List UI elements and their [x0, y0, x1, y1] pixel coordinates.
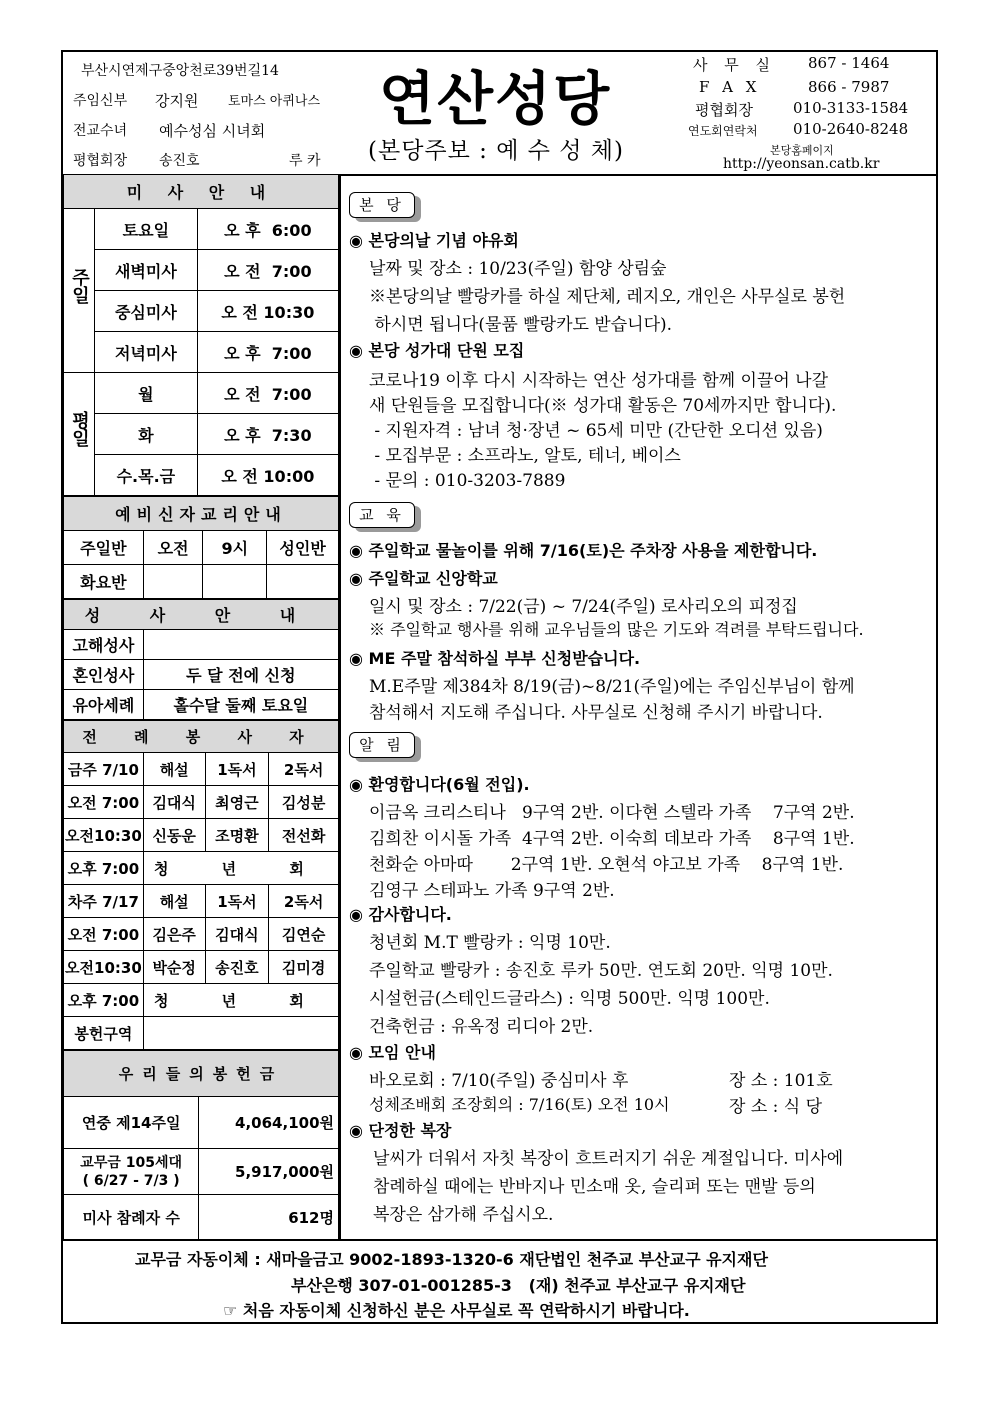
mass-slot: 오전 7:00 — [64, 918, 144, 951]
column-divider — [339, 174, 341, 1239]
minister-group: 청 년 회 — [143, 984, 338, 1017]
sacrament-info: 홀수달 둘째 토요일 — [143, 690, 338, 720]
meeting-what: 바오로회 : 7/10(주일) 중심미사 후 — [369, 1071, 629, 1091]
sister-label: 전교수녀 — [73, 123, 128, 139]
sacrament-info: 두 달 전에 신청 — [143, 660, 338, 690]
council-baptismal-name: 루 카 — [289, 153, 321, 169]
sister-name: 예수성심 시녀회 — [159, 122, 266, 140]
mass-slot: 오전10:30 — [64, 951, 144, 984]
fax-label: F A X — [699, 78, 761, 96]
minister-group: 청 년 회 — [143, 852, 338, 885]
item-text: - 모집부문 : 소프라노, 알토, 테너, 베이스 — [369, 446, 681, 466]
minister-name: 김대식 — [205, 918, 269, 951]
minister-name: 김대식 — [143, 786, 205, 819]
left-column — [63, 174, 339, 1241]
sacraments-table — [63, 599, 339, 720]
section-tag-parish: 본 당 — [349, 192, 415, 218]
item-text: 김영구 스테파노 가족 9구역 2반. — [369, 881, 615, 901]
item-title: ◉ 감사합니다. — [349, 905, 452, 924]
class-name: 화요반 — [64, 565, 144, 599]
minister-name: 송진호 — [205, 951, 269, 984]
class-hour: 9시 — [203, 531, 267, 565]
item-text: 주일학교 빨랑카 : 송진호 루카 50만. 연도회 20만. 익명 10만. — [369, 961, 833, 981]
sacraments-title: 성 사 안 내 — [64, 600, 339, 630]
item-text: 일시 및 장소 : 7/22(금) ~ 7/24(주일) 로사리오의 피정집 — [369, 597, 798, 617]
item-text: 참석해서 지도해 주십니다. 사무실로 신청해 주시기 바랍니다. — [369, 703, 823, 723]
mass-slot: 오후 7:00 — [64, 984, 144, 1017]
bulletin-page — [61, 50, 938, 1324]
offering-name: 연중 제14주일 — [64, 1097, 199, 1149]
mass-time: 오 전 10:00 — [197, 455, 338, 496]
mass-name: 저녁미사 — [95, 332, 198, 373]
sacrament-name: 유아세례 — [64, 690, 144, 720]
mass-time: 오 전 7:00 — [197, 373, 338, 414]
role-header: 해설 — [143, 753, 205, 786]
sacrament-name: 혼인성사 — [64, 660, 144, 690]
item-text: - 지원자격 : 남녀 청·장년 ~ 65세 미만 (간단한 오디션 있음) — [369, 421, 823, 441]
minister-name: 전선화 — [269, 819, 339, 852]
mass-name: 토요일 — [95, 209, 198, 250]
item-text: 코로나19 이후 다시 시작하는 연산 성가대를 함께 이끌어 나갈 — [369, 371, 828, 391]
item-title: ◉ 환영합니다(6월 전입). — [349, 775, 530, 794]
yeondo-contact-phone: 010-2640-8248 — [793, 120, 909, 138]
pastor-baptismal-name: 토마스 아퀴나스 — [228, 94, 321, 109]
meeting-what: 성체조배회 조장회의 : 7/16(토) 오전 10시 — [369, 1095, 670, 1114]
item-title: ◉ ME 주말 참석하실 부부 신청받습니다. — [349, 649, 641, 668]
class-type: 성인반 — [267, 531, 339, 565]
mass-time: 오 전 7:00 — [197, 250, 338, 291]
item-title: ◉ 주일학교 물놀이를 위해 7/16(토)은 주차장 사용을 제한합니다. — [349, 541, 818, 560]
ministers-title: 전 례 봉 사 자 — [64, 721, 339, 753]
offering-zone-label: 봉헌구역 — [64, 1017, 144, 1050]
ministers-table — [63, 720, 339, 1050]
page-subtitle: (본당주보 : 예 수 성 체) — [368, 138, 624, 164]
mass-name: 화 — [95, 414, 198, 455]
item-text: 청년회 M.T 빨랑카 : 익명 10만. — [369, 933, 611, 953]
item-text: M.E주말 제384차 8/19(금)~8/21(주일)에는 주임신부님이 함께 — [369, 677, 855, 697]
item-title: ◉ 단정한 복장 — [349, 1121, 452, 1140]
class-type — [267, 565, 339, 599]
mass-time: 오 전 10:30 — [197, 291, 338, 332]
offering-name: 교무금 105세대 ( 6/27 - 7/3 ) — [64, 1149, 199, 1195]
minister-name: 박순정 — [143, 951, 205, 984]
meeting-where: 장 소 : 식 당 — [729, 1097, 823, 1117]
mass-time: 오 후 7:30 — [197, 414, 338, 455]
role-header: 2독서 — [269, 885, 339, 918]
bank-line: 부산은행 307-01-001285-3 (재) 천주교 부산교구 유지재단 — [291, 1276, 746, 1295]
item-text: ※ 주일학교 행사를 위해 교우님들의 많은 기도와 격려를 부탁드립니다. — [369, 620, 864, 639]
minister-name: 김연순 — [269, 918, 339, 951]
item-text: 참례하실 때에는 반바지나 민소매 옷, 슬리퍼 또는 맨발 등의 — [373, 1177, 816, 1197]
page-title: 연산성당 — [379, 65, 612, 133]
role-header: 1독서 — [205, 753, 269, 786]
item-title: ◉ 주일학교 신앙학교 — [349, 569, 498, 588]
class-hour — [203, 565, 267, 599]
minister-name: 김은주 — [143, 918, 205, 951]
item-text: 시설헌금(스테인드글라스) : 익명 500만. 익명 100만. — [369, 989, 770, 1009]
weekday-label: 평일 — [64, 373, 95, 496]
mass-schedule-title: 미 사 안 내 — [64, 175, 339, 209]
minister-name: 김미경 — [269, 951, 339, 984]
item-text: 천화순 아마따 2구역 1반. 오현석 야고보 가족 8구역 1반. — [369, 855, 844, 875]
council-name: 송진호 — [159, 153, 200, 169]
bulletin-footer — [63, 1239, 936, 1324]
week-label: 금주 7/10 — [64, 753, 144, 786]
role-header: 1독서 — [205, 885, 269, 918]
item-text: 하시면 됩니다(물품 빨랑카도 받습니다). — [369, 315, 673, 335]
homepage-label: 본당홈페이지 — [770, 144, 834, 157]
item-text: ※본당의날 빨랑카를 하실 제단체, 레지오, 개인은 사무실로 봉헌 — [369, 287, 846, 307]
church-address: 부산시연제구중앙천로39번길14 — [81, 63, 279, 79]
item-text: 이금옥 크리스티나 9구역 2반. 이다현 스텔라 가족 7구역 2반. — [369, 803, 855, 823]
class-time — [143, 565, 203, 599]
offering-amount: 5,917,000원 — [199, 1149, 339, 1195]
item-title: ◉ 모임 안내 — [349, 1043, 436, 1062]
catechumen-title: 예비신자교리안내 — [64, 497, 339, 531]
council-label: 평협회장 — [73, 153, 128, 169]
yeondo-contact-label: 연도회연락처 — [688, 124, 758, 138]
offering-zone-value — [143, 1017, 338, 1050]
mass-name: 수.목.금 — [95, 455, 198, 496]
mass-slot: 오전 7:00 — [64, 786, 144, 819]
homepage-link[interactable]: http://yeonsan.catb.kr — [723, 156, 880, 172]
meeting-where: 장 소 : 101호 — [729, 1071, 833, 1091]
minister-name: 신동운 — [143, 819, 205, 852]
minister-name: 조명환 — [205, 819, 269, 852]
mass-schedule-table — [63, 174, 339, 496]
minister-name: 김성분 — [269, 786, 339, 819]
mass-name: 월 — [95, 373, 198, 414]
item-text: 새 단원들을 모집합니다(※ 성가대 활동은 70세까지만 합니다). — [369, 396, 837, 416]
office-phone: 867 - 1464 — [808, 54, 890, 72]
autopay-notice: ☞ 처음 자동이체 신청하신 분은 사무실로 꼭 연락하시기 바랍니다. — [223, 1301, 690, 1320]
class-time: 오전 — [143, 531, 203, 565]
item-title: ◉ 본당 성가대 단원 모집 — [349, 341, 525, 360]
role-header: 해설 — [143, 885, 205, 918]
item-text: - 문의 : 010-3203-7889 — [369, 471, 566, 491]
week-label: 차주 7/17 — [64, 885, 144, 918]
autopay-line: 교무금 자동이체 : 새마을금고 9002-1893-1320-6 재단법인 천주교 부산교구 유지재단 — [135, 1250, 768, 1269]
offerings-title: 우리들의봉헌금 — [64, 1051, 339, 1097]
item-text: 건축헌금 : 유옥정 리디아 2만. — [369, 1017, 594, 1037]
item-text: 날씨가 더워서 자칫 복장이 흐트러지기 쉬운 계절입니다. 미사에 — [373, 1149, 844, 1169]
item-title: ◉ 본당의날 기념 야유회 — [349, 231, 519, 250]
offering-amount: 612명 — [199, 1195, 339, 1241]
mass-slot: 오후 7:00 — [64, 852, 144, 885]
section-tag-notice: 알 림 — [349, 732, 415, 758]
role-header: 2독서 — [269, 753, 339, 786]
catechumen-table — [63, 496, 339, 599]
mass-slot: 오전10:30 — [64, 819, 144, 852]
offerings-table — [63, 1050, 339, 1241]
mass-name: 새벽미사 — [95, 250, 198, 291]
fax-number: 866 - 7987 — [808, 78, 890, 96]
council-phone: 010-3133-1584 — [793, 99, 909, 117]
item-text: 김희찬 이시돌 가족 4구역 2반. 이숙희 데보라 가족 8구역 1반. — [369, 829, 855, 849]
mass-name: 중심미사 — [95, 291, 198, 332]
class-name: 주일반 — [64, 531, 144, 565]
sunday-label: 주일 — [64, 209, 95, 373]
offering-amount: 4,064,100원 — [199, 1097, 339, 1149]
pastor-label: 주임신부 — [73, 93, 128, 109]
council-phone-label: 평협회장 — [695, 101, 753, 119]
item-text: 복장은 삼가해 주십시오. — [373, 1205, 554, 1225]
pastor-name: 강지원 — [155, 92, 199, 110]
mass-time: 오 후 6:00 — [197, 209, 338, 250]
sacrament-name: 고해성사 — [64, 630, 144, 660]
section-tag-education: 교 육 — [349, 502, 415, 528]
item-text: 날짜 및 장소 : 10/23(주일) 함양 상림숲 — [369, 259, 667, 279]
bulletin-header — [63, 52, 936, 176]
mass-time: 오 후 7:00 — [197, 332, 338, 373]
offering-name: 미사 참례자 수 — [64, 1195, 199, 1241]
minister-name: 최영근 — [205, 786, 269, 819]
sacrament-info — [143, 630, 338, 660]
office-label: 사 무 실 — [693, 56, 777, 74]
